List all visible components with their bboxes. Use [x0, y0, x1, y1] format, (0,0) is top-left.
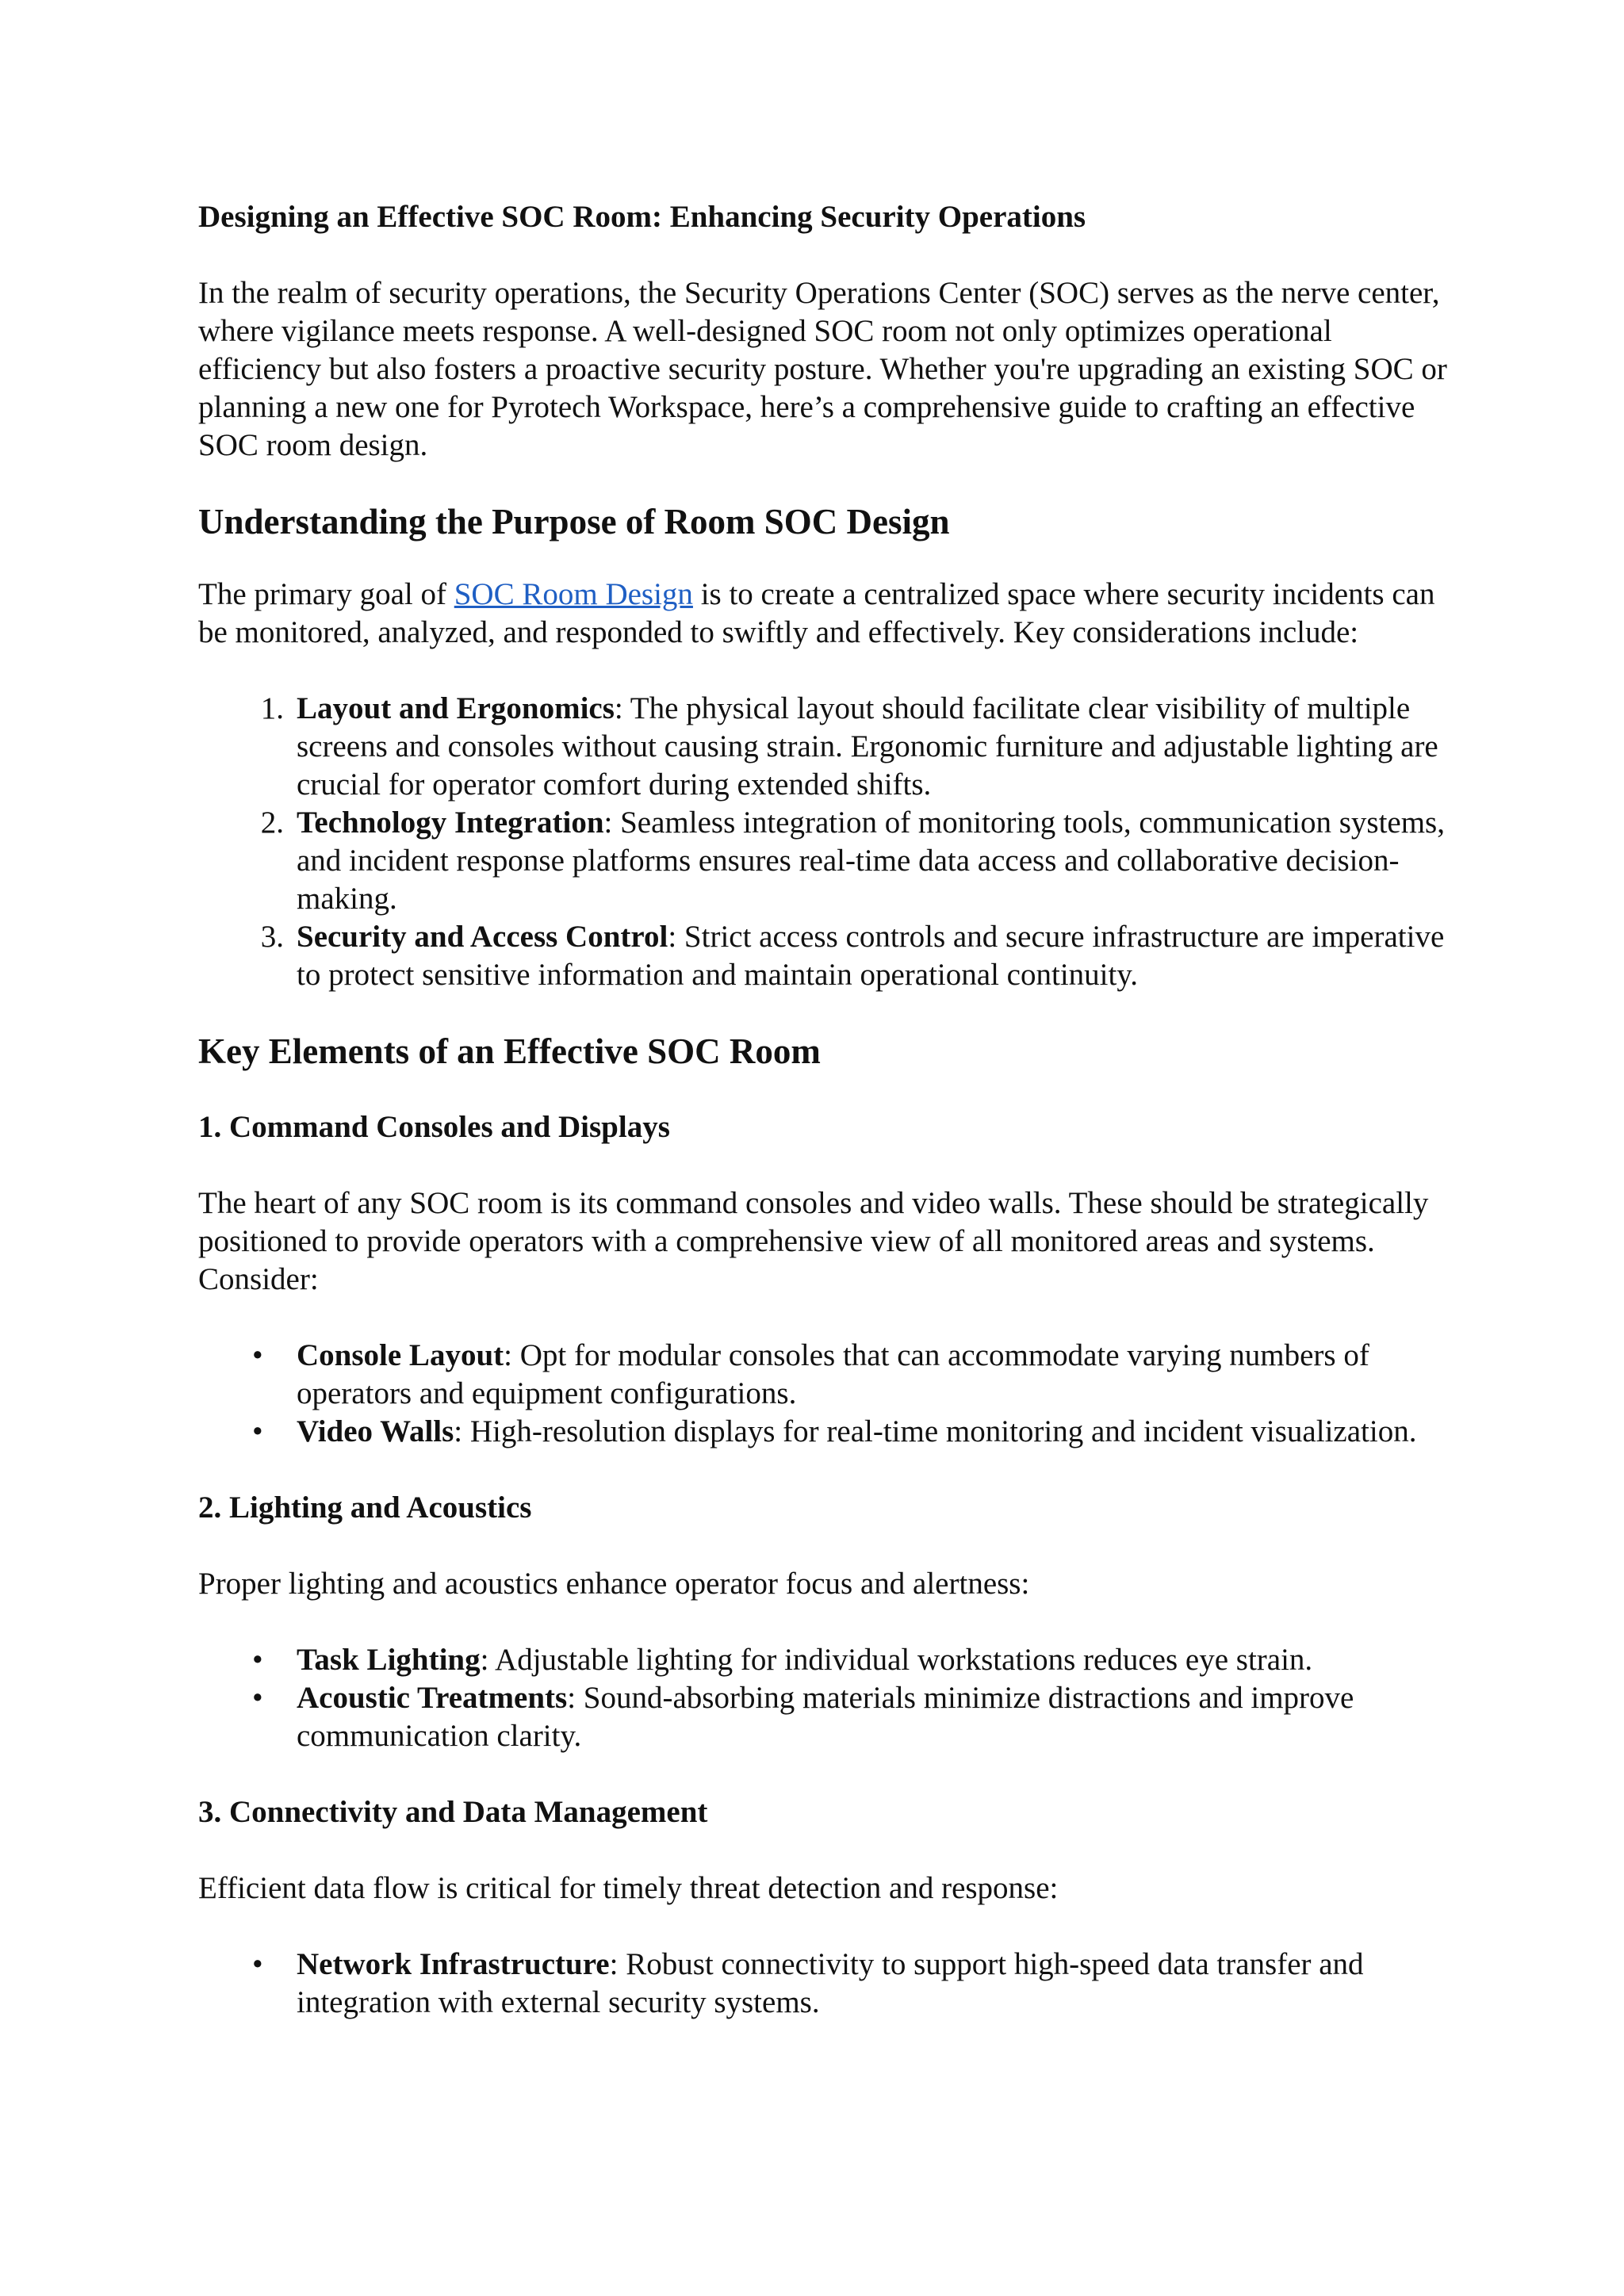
bullet-icon: •: [252, 1338, 263, 1372]
list-number: 2.: [260, 806, 284, 840]
list-item-lead: Console Layout: [297, 1338, 504, 1372]
list-item-lead: Network Infrastructure: [297, 1947, 610, 1981]
connectivity-paragraph: Efficient data flow is critical for timely threat detection and response:: [198, 1871, 1059, 1905]
command-consoles-paragraph: The heart of any SOC room is its command consoles and video walls. These should be strategically positioned to provide operators with a comprehensive view of all monitored areas and systems. Consider:: [198, 1186, 1429, 1296]
list-item-text: : Sound-absorbing materials minimize distractions and improve communication clarity.: [297, 1681, 1354, 1753]
intro-paragraph: In the realm of security operations, the Security Operations Center (SOC) serves as the nerve center, where vigilance meets response. A well-designed SOC room not only optimizes operational efficiency but also fosters a proactive security posture. Whether you're upgrading an existing SOC or planning a new one for Pyrotech Workspace, here’s a comprehensive guide to crafting an effective SOC room design.: [198, 276, 1447, 462]
purpose-paragraph-end: is to create a centralized space where security incidents can be monitored, analyzed, and responded to swiftly and effectively. Key considerations include:: [198, 577, 1435, 649]
list-item-text: : Opt for modular consoles that can accommodate varying numbers of operators and equipment configurations.: [297, 1338, 1369, 1410]
lighting-acoustics-paragraph: Proper lighting and acoustics enhance operator focus and alertness:: [198, 1567, 1030, 1601]
list-item-lead: Acoustic Treatments: [297, 1681, 568, 1715]
document-page: [198, 190, 1451, 2022]
list-item-text: : The physical layout should facilitate clear visibility of multiple screens and consoles without causing strain. Ergonomic furniture and adjustable lighting are crucial for operator comfort during extended shifts.: [297, 691, 1438, 802]
list-number: 3.: [260, 920, 284, 954]
list-item-lead: Technology Integration: [297, 806, 604, 840]
subheading-command-consoles: 1. Command Consoles and Displays: [198, 1110, 670, 1144]
connectivity-list: [252, 1946, 1451, 2022]
list-number: 1.: [260, 691, 284, 725]
bullet-icon: •: [252, 1947, 263, 1981]
list-item-text: : Robust connectivity to support high-speed data transfer and integration with external security systems.: [297, 1947, 1364, 2019]
considerations-list: [260, 690, 1451, 994]
list-item: [252, 1679, 1451, 1755]
list-item-lead: Task Lighting: [297, 1643, 481, 1677]
purpose-paragraph: [198, 576, 1451, 652]
list-item: [252, 1413, 1451, 1451]
lighting-acoustics-list: [252, 1641, 1451, 1755]
section-heading-key-elements: Key Elements of an Effective SOC Room: [198, 1031, 821, 1071]
list-item: [260, 804, 1451, 918]
list-item: [260, 690, 1451, 804]
bullet-icon: •: [252, 1414, 263, 1448]
list-item: [260, 918, 1451, 994]
list-item-text: : Adjustable lighting for individual workstations reduces eye strain.: [480, 1643, 1313, 1677]
purpose-paragraph-start: The primary goal of: [198, 577, 454, 611]
soc-room-design-link[interactable]: SOC Room Design: [454, 577, 693, 611]
bullet-icon: •: [252, 1643, 263, 1677]
command-consoles-list: [252, 1337, 1451, 1451]
list-item: [252, 1337, 1451, 1413]
list-item-text: : Seamless integration of monitoring tools, communication systems, and incident response platforms ensures real-time data access and collaborative decision-making.: [297, 806, 1445, 916]
subheading-lighting-acoustics: 2. Lighting and Acoustics: [198, 1490, 532, 1525]
list-item-text: : High-resolution displays for real-time monitoring and incident visualization.: [454, 1414, 1417, 1448]
list-item-lead: Security and Access Control: [297, 920, 668, 954]
list-item-lead: Video Walls: [297, 1414, 454, 1448]
section-heading-purpose: Understanding the Purpose of Room SOC Design: [198, 502, 950, 541]
subheading-connectivity: 3. Connectivity and Data Management: [198, 1795, 708, 1829]
list-item: [252, 1641, 1451, 1679]
list-item: [252, 1946, 1451, 2022]
document-title: Designing an Effective SOC Room: Enhancing Security Operations: [198, 200, 1086, 234]
list-item-lead: Layout and Ergonomics: [297, 691, 615, 725]
list-item-text: : Strict access controls and secure infrastructure are imperative to protect sensitive information and maintain operational continuity.: [297, 920, 1445, 992]
bullet-icon: •: [252, 1681, 263, 1715]
